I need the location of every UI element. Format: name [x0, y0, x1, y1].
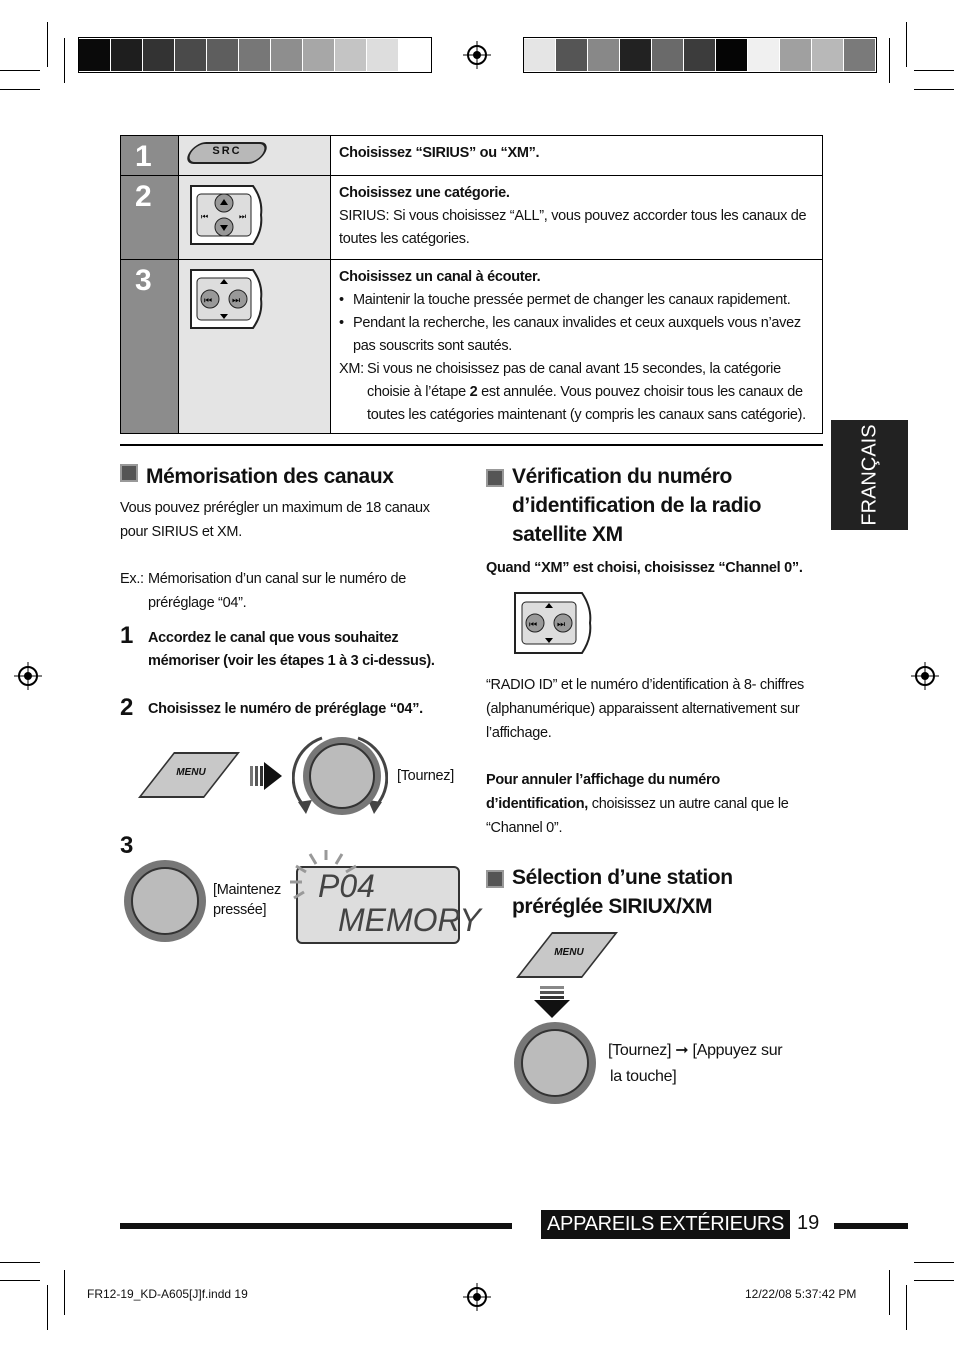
crop-mark: [64, 38, 65, 83]
hold-label: [Maintenez pressée]: [213, 882, 281, 918]
crop-mark: [47, 1285, 48, 1330]
menu-button[interactable]: MENU: [516, 932, 618, 978]
step-number: 1: [120, 622, 134, 649]
registration-mark-icon: [14, 662, 42, 690]
crop-mark: [0, 89, 40, 90]
crop-mark: [914, 89, 954, 90]
table-row: [121, 136, 823, 176]
color-swatch: [652, 39, 683, 71]
step-title: Choisissez une catégorie.: [339, 185, 510, 201]
crop-mark: [0, 1280, 40, 1281]
color-swatch: [524, 39, 555, 71]
page-number: 19: [797, 1212, 820, 1234]
color-swatch: [780, 39, 811, 71]
step-title: Choisissez “SIRIUS” ou “XM”.: [339, 145, 540, 161]
color-swatch: [143, 39, 174, 71]
step-body: SIRIUS: Si vous choisissez “ALL”, vous pouvez accorder tous les canaux de toutes les catégories.: [339, 208, 807, 247]
src-button: SRC: [212, 145, 242, 157]
crop-mark: [889, 1270, 890, 1315]
step-title: Choisissez un canal à écouter.: [339, 269, 541, 285]
step-illustration: [179, 136, 331, 176]
color-swatch: [812, 39, 843, 71]
memorisation-intro: Vous pouvez prérégler un maximum de 18 canaux pour SIRIUS et XM.: [120, 500, 430, 540]
color-swatch: [271, 39, 302, 71]
color-swatch: [399, 39, 430, 71]
arrow-right-icon: [250, 758, 284, 794]
lcd-display: [296, 866, 481, 944]
list-item: • Pendant la recherche, les canaux invalides et ceux auxquels vous n’avez pas souscrits sont sautés.: [339, 315, 801, 354]
control-pad-leftright-icon: [512, 590, 592, 656]
control-pad-updown-icon: [185, 182, 265, 248]
verification-para2: Pour annuler l’affichage du numéro d’identification, choisissez un autre canal que le “Channel 0”.: [486, 772, 789, 836]
step-2-text: Choisissez le numéro de préréglage “04”.: [148, 701, 423, 717]
control-knob[interactable]: [514, 1022, 596, 1104]
crop-mark: [0, 70, 40, 71]
footer-section-label: APPAREILS EXTÉRIEURS: [541, 1210, 790, 1239]
crop-mark: [914, 70, 954, 71]
step-number: 3: [121, 260, 179, 434]
svg-text:⏭: ⏭: [239, 212, 247, 221]
display-preset: P04: [318, 868, 375, 904]
xm-note: XM: Si vous ne choisissez pas de canal avant 15 secondes, la catégorie choisie à l’étape 2 est annulée. Vous pouvez choisir tous les canaux de toutes les catégories maintenant (y compris les canaux sans catégorie).: [339, 361, 806, 423]
display-memory: MEMORY: [338, 902, 481, 938]
control-knob[interactable]: [303, 737, 381, 815]
color-swatch: [556, 39, 587, 71]
color-swatch: [620, 39, 651, 71]
color-bar-left: [78, 37, 432, 73]
step-number: 3: [120, 832, 134, 859]
selection-instructions: [Tournez] ➞ [Appuyez sur la touche]: [608, 1042, 783, 1085]
registration-mark-icon: [463, 1283, 491, 1311]
crop-mark: [914, 1280, 954, 1281]
svg-text:⏮: ⏮: [204, 296, 213, 306]
arrow-right-icon: ➞: [675, 1042, 689, 1059]
step-number: 2: [121, 176, 179, 260]
step-illustration: [179, 260, 331, 434]
steps-table: [120, 135, 823, 434]
step-text: [331, 260, 823, 434]
color-swatch: [335, 39, 366, 71]
color-swatch: [748, 39, 779, 71]
step-illustration: [179, 176, 331, 260]
crop-mark: [914, 1262, 954, 1263]
color-swatch: [175, 39, 206, 71]
crop-mark: [64, 1270, 65, 1315]
arrow-down-icon: [532, 986, 572, 1020]
svg-text:⏮: ⏮: [529, 620, 538, 630]
verification-subtitle: Quand “XM” est choisi, choisissez “Channel 0”.: [486, 560, 803, 576]
print-date: 12/22/08 5:37:42 PM: [745, 1287, 857, 1301]
color-swatch: [303, 39, 334, 71]
table-row: [121, 176, 823, 260]
color-swatch: [207, 39, 238, 71]
registration-mark-icon: [463, 41, 491, 69]
registration-mark-icon: [911, 662, 939, 690]
footer-rule: [120, 1223, 512, 1229]
svg-text:⏭: ⏭: [557, 620, 566, 630]
crop-mark: [889, 38, 890, 83]
color-swatch: [367, 39, 398, 71]
color-swatch: [684, 39, 715, 71]
color-swatch: [716, 39, 747, 71]
divider: [120, 444, 823, 446]
verification-para1: “RADIO ID” et le numéro d’identification à 8- chiffres (alphanumérique) apparaissent alternativement sur l’affichage.: [486, 677, 804, 741]
crop-mark: [906, 22, 907, 67]
step-text: [331, 136, 823, 176]
step-text: [331, 176, 823, 260]
crop-mark: [0, 1262, 40, 1263]
section-title-verification: Vérification du numéro d’identification de la radio satellite XM: [486, 462, 816, 549]
svg-text:⏭: ⏭: [232, 296, 241, 306]
section-title-memorisation: Mémorisation des canaux: [120, 462, 394, 491]
list-item: • Maintenir la touche pressée permet de changer les canaux rapidement.: [339, 292, 791, 308]
step-number: 2: [120, 694, 134, 721]
menu-button[interactable]: MENU: [138, 752, 240, 798]
color-swatch: [239, 39, 270, 71]
language-tab: FRANÇAIS: [831, 420, 908, 530]
file-name: FR12-19_KD-A605[J]f.indd 19: [87, 1287, 248, 1301]
footer-rule: [834, 1223, 908, 1229]
crop-mark: [47, 22, 48, 67]
turn-label: [Tournez]: [397, 768, 454, 784]
color-swatch: [79, 39, 110, 71]
step-number: 1: [121, 136, 179, 176]
control-pad-leftright-icon: [185, 266, 265, 332]
example-text: Ex.: Mémorisation d’un canal sur le numéro de préréglage “04”.: [120, 571, 406, 611]
color-swatch: [588, 39, 619, 71]
step-1-text: Accordez le canal que vous souhaitez mémoriser (voir les étapes 1 à 3 ci-dessus).: [148, 630, 435, 669]
color-bar-right: [523, 37, 877, 73]
color-swatch: [844, 39, 875, 71]
control-knob[interactable]: [124, 860, 206, 942]
color-swatch: [111, 39, 142, 71]
section-title-selection: Sélection d’une station préréglée SIRIUX/XM: [486, 863, 816, 921]
table-row: [121, 260, 823, 434]
svg-text:⏮: ⏮: [201, 212, 209, 221]
crop-mark: [906, 1285, 907, 1330]
